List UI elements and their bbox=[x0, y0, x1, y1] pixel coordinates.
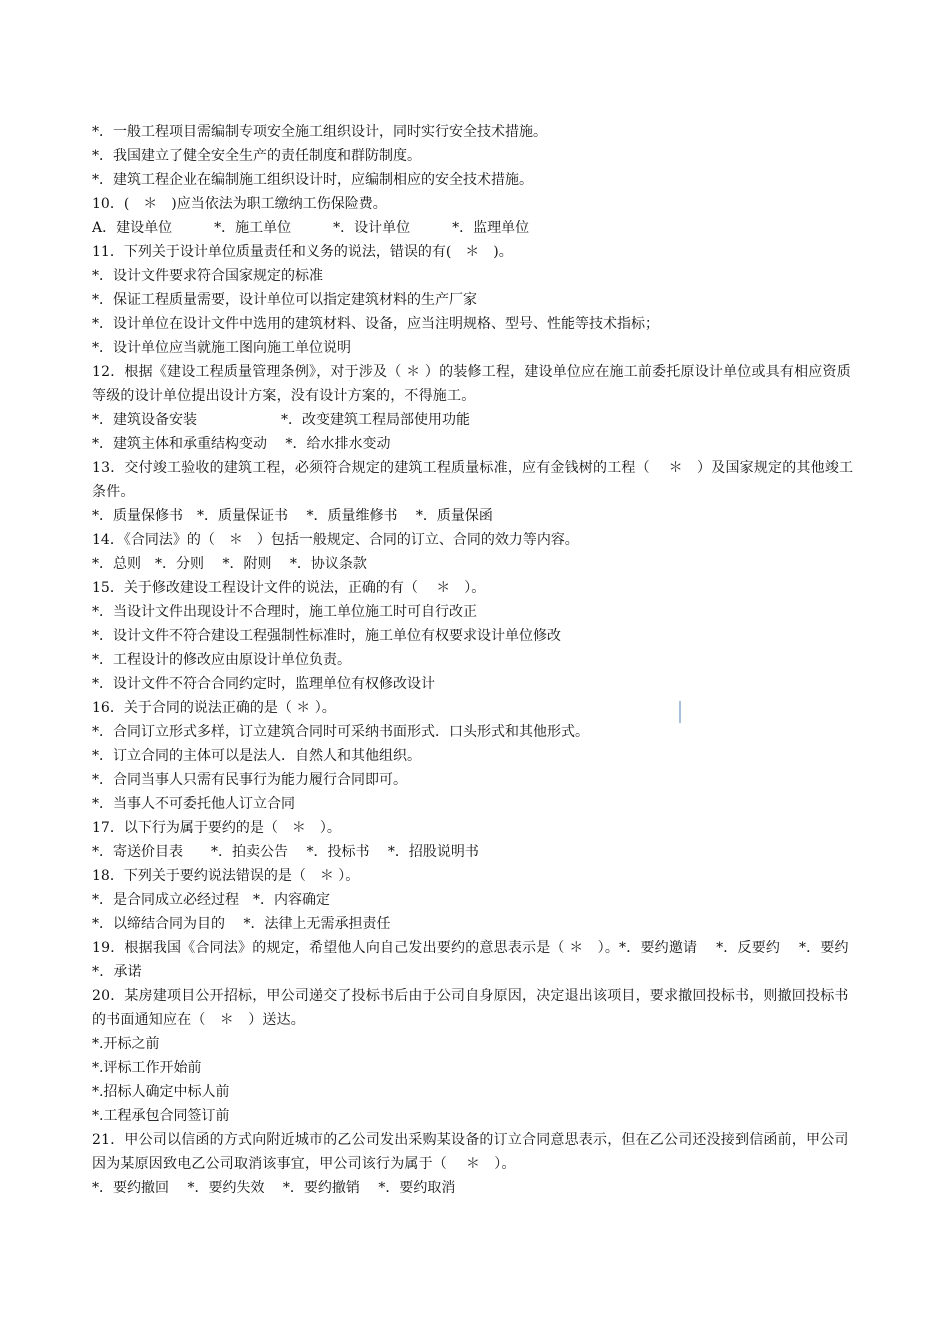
question-10: 10．( ＊ )应当依法为职工缴纳工伤保险费。 bbox=[92, 196, 387, 212]
options-21: *．要约撤回 *．要约失效 *．要约撤销 *．要约取消 bbox=[92, 1180, 456, 1196]
question-14: 14．《合同法》的（ ＊ ）包括一般规定、合同的订立、合同的效力等内容。 bbox=[92, 532, 579, 548]
question-15: 15．关于修改建设工程设计文件的说法，正确的有（ ＊ ）。 bbox=[92, 580, 486, 596]
option-line: *.招标人确定中标人前 bbox=[92, 1084, 230, 1100]
question-19: 19．根据我国《合同法》的规定，希望他人向自己发出要约的意思表示是（ ＊ ）。*．要约邀请 *．反要约 *．要约 *．承诺 bbox=[92, 940, 863, 980]
options-14: *．总则 *．分则 *．附则 *．协议条款 bbox=[92, 556, 367, 572]
text-line: *．一般工程项目需编制专项安全施工组织设计，同时实行安全技术措施。 bbox=[92, 124, 547, 140]
option-line: *．设计文件要求符合国家规定的标准 bbox=[92, 268, 323, 284]
question-13: 13．交付竣工验收的建筑工程，必须符合规定的建筑工程质量标准，应有金钱树的工程（ ＊ ）及国家规定的其他竣工条件。 bbox=[92, 460, 854, 500]
option-line: *．设计文件不符合合同约定时，监理单位有权修改设计 bbox=[92, 676, 435, 692]
option-line: *.评标工作开始前 bbox=[92, 1060, 202, 1076]
options-18: *．是合同成立必经过程 *．内容确定 bbox=[92, 892, 330, 908]
document-page bbox=[92, 120, 862, 1200]
option-line: *．工程设计的修改应由原设计单位负责。 bbox=[92, 652, 351, 668]
option-line: *．当事人不可委托他人订立合同 bbox=[92, 796, 295, 812]
question-17: 17．以下行为属于要约的是（ ＊ ）。 bbox=[92, 820, 341, 836]
option-line: *．设计文件不符合建设工程强制性标准时，施工单位有权要求设计单位修改 bbox=[92, 628, 561, 644]
option-line: *.工程承包合同签订前 bbox=[92, 1108, 230, 1124]
option-line: *．订立合同的主体可以是法人．自然人和其他组织。 bbox=[92, 748, 421, 764]
question-21: 21．甲公司以信函的方式向附近城市的乙公司发出采购某设备的订立合同意思表示，但在乙公司还没接到信函前，甲公司因为某原因致电乙公司取消该事宜，甲公司该行为属于（ ＊ ）。 bbox=[92, 1132, 849, 1172]
question-16: 16．关于合同的说法正确的是（ ＊ ）。 bbox=[92, 700, 336, 716]
option-line: *.开标之前 bbox=[92, 1036, 160, 1052]
options-18: *．以缔结合同为目的 *．法律上无需承担责任 bbox=[92, 916, 391, 932]
options-12: *．建筑主体和承重结构变动 *．给水排水变动 bbox=[92, 436, 391, 452]
options-17: *．寄送价目表 *．拍卖公告 *．投标书 *．招股说明书 bbox=[92, 844, 479, 860]
options-10: A．建设单位 *．施工单位 *．设计单位 *．监理单位 bbox=[92, 220, 530, 236]
option-line: *．保证工程质量需要，设计单位可以指定建筑材料的生产厂家 bbox=[92, 292, 477, 308]
options-12: *．建筑设备安装 *．改变建筑工程局部使用功能 bbox=[92, 412, 470, 428]
text-line: *．建筑工程企业在编制施工组织设计时，应编制相应的安全技术措施。 bbox=[92, 172, 533, 188]
option-line: *．设计单位应当就施工图向施工单位说明 bbox=[92, 340, 351, 356]
option-line: *．当设计文件出现设计不合理时，施工单位施工时可自行改正 bbox=[92, 604, 477, 620]
text-line: *．我国建立了健全安全生产的责任制度和群防制度。 bbox=[92, 148, 421, 164]
option-line: *．合同订立形式多样，订立建筑合同时可采纳书面形式．口头形式和其他形式。 bbox=[92, 724, 589, 740]
question-12: 12．根据《建设工程质量管理条例》，对于涉及（ ＊ ）的装修工程，建设单位应在施工前委托原设计单位或具有相应资质等级的设计单位提出设计方案，没有设计方案的，不得施工。 bbox=[92, 364, 851, 404]
options-13: *．质量保修书 *．质量保证书 *．质量维修书 *．质量保函 bbox=[92, 508, 493, 524]
question-11: 11．下列关于设计单位质量责任和义务的说法，错误的有( ＊ )。 bbox=[92, 244, 513, 260]
question-20: 20．某房建项目公开招标，甲公司递交了投标书后由于公司自身原因，决定退出该项目，要求撤回投标书，则撤回投标书的书面通知应在（ ＊ ）送达。 bbox=[92, 988, 849, 1028]
option-line: *．设计单位在设计文件中选用的建筑材料、设备，应当注明规格、型号、性能等技术指标； bbox=[92, 316, 659, 332]
question-18: 18．下列关于要约说法错误的是（ ＊ ）。 bbox=[92, 868, 360, 884]
text-cursor bbox=[679, 701, 681, 723]
option-line: *．合同当事人只需有民事行为能力履行合同即可。 bbox=[92, 772, 407, 788]
